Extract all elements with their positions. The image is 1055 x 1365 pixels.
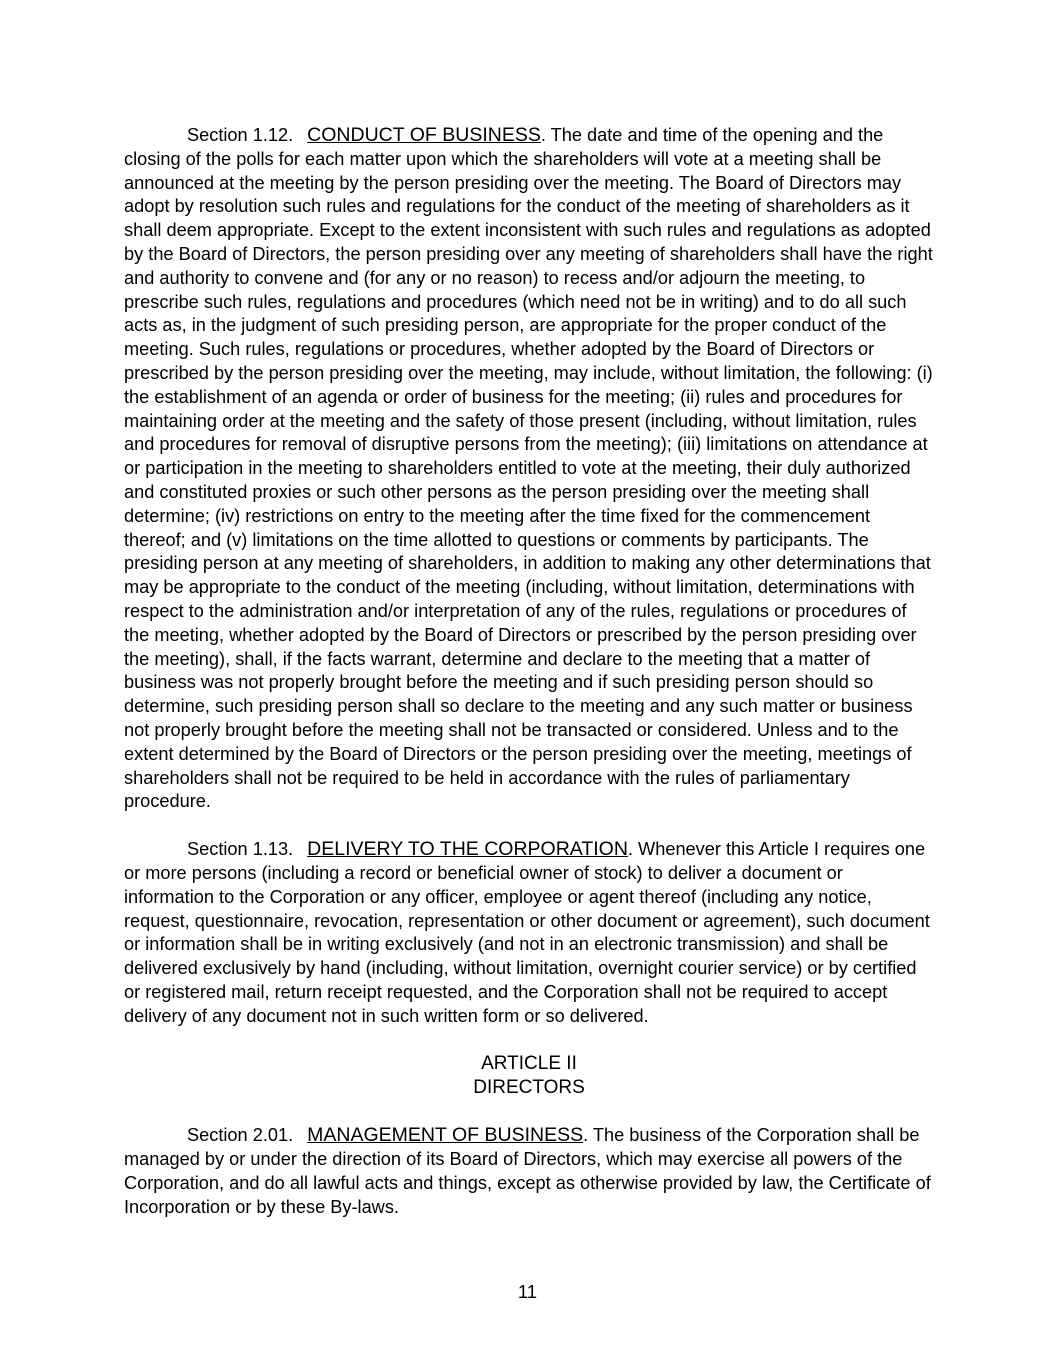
document-page	[124, 124, 934, 1220]
section-body: . The business of the Corporation shall be managed by or under the direction of its Board of Directors, which may exercise all powers of the Corporation, and do all lawful acts and things, except as otherwise provided by law, the Certificate of Incorporation or by these By-laws.	[124, 1125, 931, 1217]
section-2-01-paragraph	[124, 1124, 934, 1219]
section-heading: DELIVERY TO THE CORPORATION	[307, 838, 628, 861]
article-title: DIRECTORS	[473, 1077, 585, 1099]
section-body: . The date and time of the opening and the closing of the polls for each matter upon which the shareholders will vote at a meeting shall be announced at the meeting by the person presiding over the meeting. The Board of Directors may adopt by resolution such rules and regulations for the conduct of the meeting of shareholders as it shall deem appropriate. Except to the extent inconsistent with such rules and regulations as adopted by the Board of Directors, the person presiding over any meeting of shareholders shall have the right and authority to convene and (for any or no reason) to recess and/or adjourn the meeting, to prescribe such rules, regulations and procedures (which need not be in writing) and to do all such acts as, in the judgment of such presiding person, are appropriate for the proper conduct of the meeting. Such rules, regulations or procedures, whether adopted by the Board of Directors or prescribed by the person presiding over the meeting, may include, without limitation, the following: (i) the establishment of an agenda or order of business for the meeting; (ii) rules and procedures for maintaining order at the meeting and the safety of those present (including, without limitation, rules and procedures for removal of disruptive persons from the meeting); (iii) limitations on attendance at or participation in the meeting to shareholders entitled to vote at the meeting, their duly authorized and constituted proxies or such other persons as the person presiding over the meeting shall determine; (iv) restrictions on entry to the meeting after the time fixed for the commencement thereof; and (v) limitations on the time allotted to questions or comments by participants. The presiding person at any meeting of shareholders, in addition to making any other determinations that may be appropriate to the conduct of the meeting (including, without limitation, determinations with respect to the administration and/or interpretation of any of the rules, regulations or procedures of the meeting, whether adopted by the Board of Directors or prescribed by the person presiding over the meeting), shall, if the facts warrant, determine and declare to the meeting that a matter of business was not properly brought before the meeting and if such presiding person should so determine, such presiding person shall so declare to the meeting and any such matter or business not properly brought before the meeting shall not be transacted or considered. Unless and to the extent determined by the Board of Directors or the person presiding over the meeting, meetings of shareholders shall not be required to be held in accordance with the rules of parliamentary procedure.	[124, 125, 933, 812]
section-body: . Whenever this Article I requires one or more persons (including a record or beneficial owner of stock) to deliver a document or information to the Corporation or any officer, employee or agent thereof (including any notice, request, questionnaire, revocation, representation or other document or agreement), such document or information shall be in writing exclusively (and not in an electronic transmission) and shall be delivered exclusively by hand (including, without limitation, overnight courier service) or by certified or registered mail, return receipt requested, and the Corporation shall not be required to accept delivery of any document not in such written form or so delivered.	[124, 839, 930, 1026]
section-number: Section 2.01.	[187, 1125, 294, 1146]
section-number: Section 1.12.	[187, 125, 294, 145]
section-heading: MANAGEMENT OF BUSINESS	[307, 1124, 584, 1147]
section-number: Section 1.13.	[187, 839, 294, 860]
section-heading: CONDUCT OF BUSINESS	[307, 124, 541, 146]
article-number: ARTICLE II	[481, 1053, 577, 1075]
section-1-12-paragraph	[124, 124, 934, 814]
page-number: 11	[517, 1281, 538, 1302]
section-1-13-paragraph	[124, 838, 934, 1028]
